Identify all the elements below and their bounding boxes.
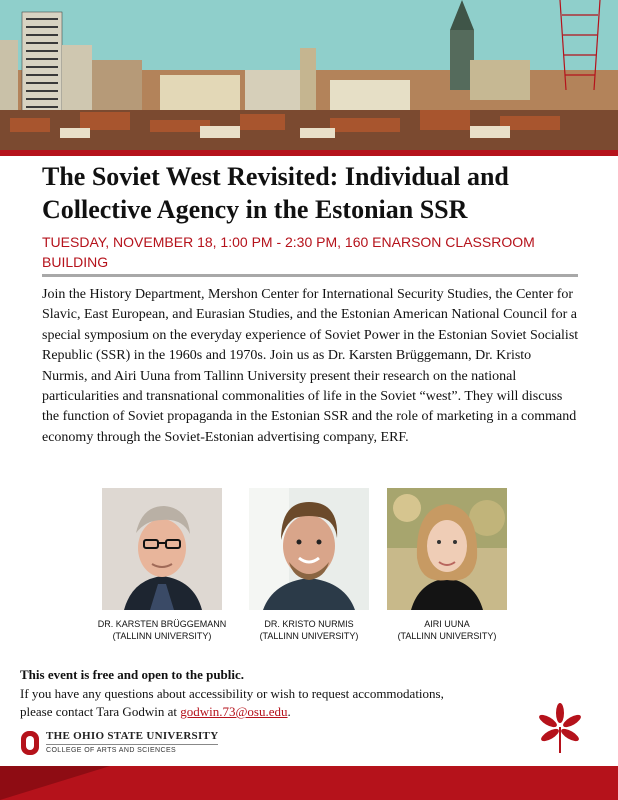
contact-text: If you have any questions about accessibility or wish to request accommodations, please contact Tara Godwin at — [20, 686, 444, 719]
tallinn-skyline-illustration — [0, 0, 618, 150]
speaker-name: DR. KRISTO NURMIS — [264, 619, 354, 629]
speaker-name: AIRI UUNA — [424, 619, 470, 629]
osu-logo — [20, 730, 218, 756]
speaker-photo — [249, 488, 369, 610]
speaker-affiliation: (TALLINN UNIVERSITY) — [259, 631, 359, 641]
speaker-card-uuna — [357, 488, 537, 642]
block-o-icon — [20, 730, 40, 756]
banner-accent-stripe — [0, 150, 618, 156]
speaker-photo — [387, 488, 507, 610]
contact-end: . — [287, 704, 291, 719]
buckeye-leaf-icon — [536, 703, 584, 755]
footer-bar-accent — [0, 766, 110, 800]
event-description: Join the History Department, Mershon Center for International Security Studies, the Center for Slavic, East European, and Eurasian Studies, and the Estonian American National Council for a special symposium on the everyday experience of Soviet Power in the Estonian Soviet Socialist Republic (SSR) in the 1960s and 1970s. Join us as Dr. Karsten Brüggemann, Dr. Kristo Nurmis, and Airi Uuna from Tallinn University present their research on the national particularities and transnational commonalities of life in the Soviet “west”. They will discuss the function of Soviet propaganda in the Estonian SSR and the role of marketing in a command economy through the Soviet-Estonian advertising company, ERF. — [42, 287, 579, 445]
speaker-photo — [102, 488, 222, 610]
accessibility-contact — [20, 685, 460, 721]
free-event-notice: This event is free and open to the public. — [20, 667, 245, 682]
college-name: COLLEGE OF ARTS AND SCIENCES — [46, 747, 177, 754]
speaker-affiliation: (TALLINN UNIVERSITY) — [112, 631, 212, 641]
contact-email-link[interactable]: godwin.73@osu.edu — [180, 704, 288, 719]
event-datetime-location: TUESDAY, NOVEMBER 18, 1:00 PM - 2:30 PM, 160 ENARSON CLASSROOM BUILDING — [42, 234, 535, 270]
university-name: THE OHIO STATE UNIVERSITY — [46, 730, 218, 745]
divider-rule — [42, 274, 578, 277]
header-banner-image — [0, 0, 618, 150]
event-title: The Soviet West Revisited: Individual and Collective Agency in the Estonian SSR — [42, 162, 509, 224]
speaker-name: DR. KARSTEN BRÜGGEMANN — [97, 619, 227, 629]
speaker-affiliation: (TALLINN UNIVERSITY) — [397, 631, 497, 641]
